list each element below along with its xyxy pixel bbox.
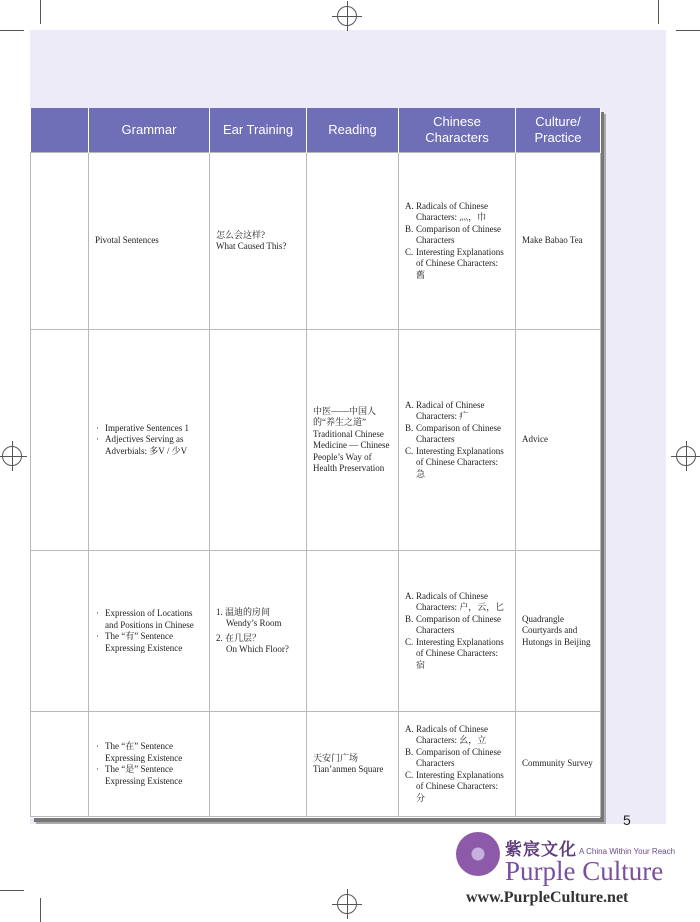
characters-item: B. Comparison of Chinese Characters	[405, 422, 501, 445]
contents-table-sheet	[30, 108, 600, 818]
crop-mark	[658, 0, 659, 24]
ear-training-title-en: On Which Floor?	[226, 644, 289, 654]
crop-mark	[40, 898, 41, 922]
grammar-item: · Expression of Locations and Positions in Chinese	[95, 608, 203, 631]
characters-cell	[399, 330, 516, 551]
ear-training-title-cn: 怎么会这样?	[216, 229, 265, 240]
grammar-item: · Imperative Sentences 1	[95, 423, 203, 435]
table-header-row	[31, 108, 601, 153]
ear-training-title-en: What Caused This?	[216, 241, 287, 251]
column-header-culture-practice: Culture/ Practice	[516, 108, 601, 153]
characters-item: B. Comparison of Chinese Characters	[405, 223, 501, 246]
registration-mark-icon	[2, 446, 22, 466]
ear-training-cell	[210, 153, 307, 330]
characters-item: A. Radicals of Chinese Characters: 灬，巾	[405, 200, 488, 223]
ear-training-cell	[210, 712, 307, 817]
registration-mark-icon	[337, 6, 357, 26]
culture-cell: Make Babao Tea	[516, 153, 601, 330]
purple-culture-logo-icon	[456, 832, 500, 876]
column-header-reading: Reading	[307, 108, 399, 153]
grammar-cell	[89, 551, 210, 712]
ear-training-cell	[210, 330, 307, 551]
reading-cell	[307, 551, 399, 712]
grammar-item: · The “是” Sentence Expressing Existence	[95, 764, 203, 787]
reading-cell	[307, 330, 399, 551]
reading-title-cn: 天安门广场	[313, 752, 359, 763]
table-row	[31, 153, 601, 330]
reading-title-cn: 中医——中国人的“养生之道”	[313, 405, 377, 427]
table-row	[31, 551, 601, 712]
contents-table	[30, 108, 601, 817]
watermark-brand-cn: 紫宸文化	[505, 840, 577, 859]
registration-mark-icon	[337, 894, 357, 914]
column-header-chinese-characters: Chinese Characters	[399, 108, 516, 153]
characters-item: C. Interesting Explanations of Chinese Characters: 分	[405, 769, 504, 803]
grammar-item: · The “在” Sentence Expressing Existence	[95, 741, 203, 764]
lesson-cell	[31, 712, 89, 817]
ear-training-title-cn: 2. 在几层？	[216, 632, 262, 643]
watermark-url: www.PurpleCulture.net	[466, 889, 629, 906]
ear-training-title-en: Wendy’s Room	[226, 618, 282, 628]
crop-mark	[0, 890, 24, 891]
watermark-brand-name: Purple Culture	[505, 856, 664, 886]
characters-item: B. Comparison of Chinese Characters	[405, 746, 501, 769]
culture-cell: Community Survey	[516, 712, 601, 817]
column-header	[31, 108, 89, 153]
reading-cell	[307, 712, 399, 817]
characters-item: A. Radical of Chinese Characters: 疒	[405, 399, 485, 422]
registration-mark-icon	[676, 446, 696, 466]
characters-item: B. Comparison of Chinese Characters	[405, 613, 501, 636]
characters-item: A. Radicals of Chinese Characters: 幺，立	[405, 723, 488, 746]
lesson-cell	[31, 551, 89, 712]
grammar-item: · The “有” Sentence Expressing Existence	[95, 631, 203, 654]
culture-cell: Quadrangle Courtyards and Hutongs in Beijing	[516, 551, 601, 712]
crop-mark	[0, 30, 24, 31]
characters-cell	[399, 712, 516, 817]
ear-training-cell	[210, 551, 307, 712]
crop-mark	[40, 0, 41, 24]
table-row	[31, 712, 601, 817]
grammar-cell	[89, 712, 210, 817]
lesson-cell	[31, 330, 89, 551]
page-number: 5	[623, 812, 631, 828]
table-row	[31, 330, 601, 551]
grammar-item: · Adjectives Serving as Adverbials: 多V / 少V	[95, 434, 203, 457]
characters-cell	[399, 551, 516, 712]
reading-cell	[307, 153, 399, 330]
column-header-grammar: Grammar	[89, 108, 210, 153]
grammar-item: Pivotal Sentences	[95, 235, 159, 246]
characters-item: C. Interesting Explanations of Chinese Characters: 宿	[405, 636, 504, 670]
ear-training-title-cn: 1. 温迪的房间	[216, 606, 271, 617]
characters-cell	[399, 153, 516, 330]
culture-cell: Advice	[516, 330, 601, 551]
column-header-ear-training: Ear Training	[210, 108, 307, 153]
grammar-cell	[89, 330, 210, 551]
grammar-cell	[89, 153, 210, 330]
reading-title-en: Traditional Chinese Medicine — Chinese People’s Way of Health Preservation	[313, 428, 390, 473]
crop-mark	[676, 30, 700, 31]
watermark-tagline: A China Within Your Reach	[579, 847, 676, 856]
characters-item: C. Interesting Explanations of Chinese Characters: 舊	[405, 246, 504, 280]
characters-item: A. Radicals of Chinese Characters: 户，云，匕	[405, 590, 505, 613]
characters-item: C. Interesting Explanations of Chinese Characters: 急	[405, 445, 504, 479]
lesson-cell	[31, 153, 89, 330]
reading-title-en: Tian’anmen Square	[313, 764, 384, 774]
